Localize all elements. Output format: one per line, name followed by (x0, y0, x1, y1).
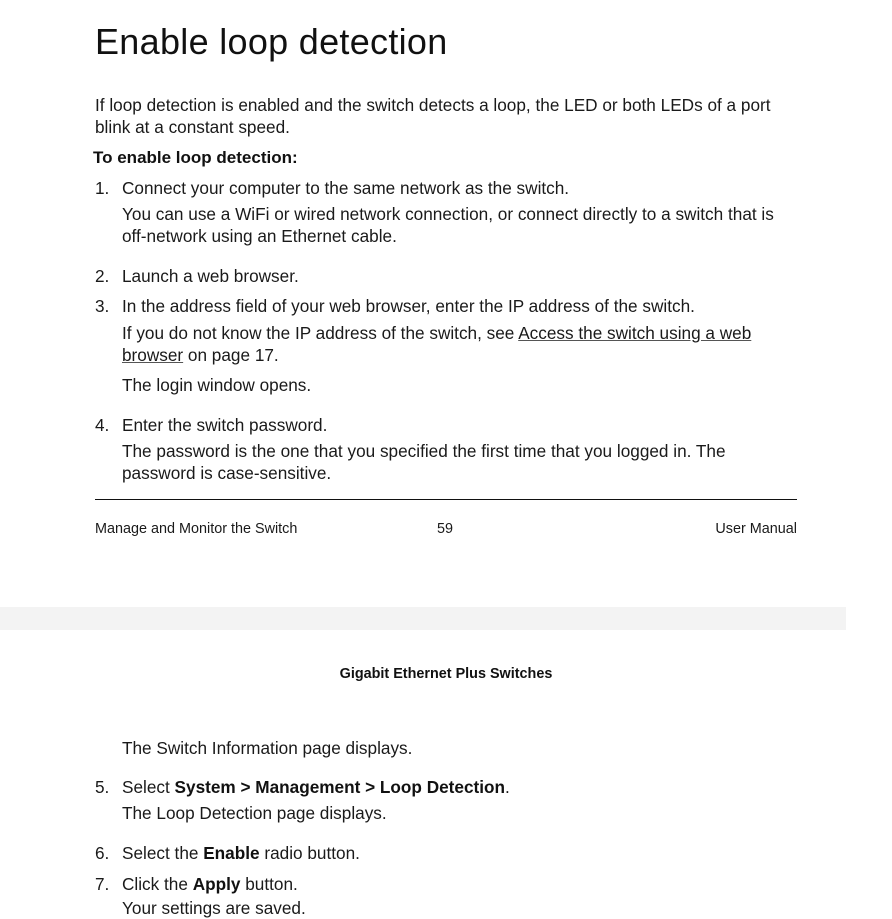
step-prefix: Select (122, 777, 175, 797)
document-page-60 (0, 630, 846, 918)
step-text (122, 873, 798, 895)
step-number: 1. (95, 178, 110, 198)
step-number: 4. (95, 415, 110, 435)
step-number: 6. (95, 843, 110, 863)
step-note: You can use a WiFi or wired network connection, or connect directly to a switch that is off-network using an Ethernet cable. (122, 204, 774, 246)
step-text: Enter the switch password. (122, 415, 328, 435)
step-number: 7. (95, 874, 110, 894)
step-result: The Loop Detection page displays. (122, 803, 387, 823)
step-text (122, 842, 798, 864)
menu-path: System > Management > Loop Detection (174, 777, 506, 797)
step-result: The login window opens. (122, 375, 312, 395)
continued-text: The Switch Information page displays. (122, 738, 413, 758)
note-prefix: If you do not know the IP address of the switch, see (122, 323, 519, 343)
step-number: 3. (95, 296, 110, 316)
step-suffix: radio button. (259, 843, 360, 863)
step-suffix: . (505, 777, 510, 797)
step-note: The password is the one that you specified the first time that you logged in. The password is case-sensitive. (122, 441, 726, 483)
step-number: 2. (95, 266, 110, 286)
section-title: Enable loop detection (95, 21, 448, 62)
step-suffix: button. (240, 874, 298, 894)
step-text: Launch a web browser. (122, 266, 299, 286)
running-header: Gigabit Ethernet Plus Switches (339, 666, 553, 682)
step-prefix: Click the (122, 874, 193, 894)
intro-paragraph: If loop detection is enabled and the switch detects a loop, the LED or both LEDs of a port blink at a constant speed. (95, 95, 771, 137)
step-text: Connect your computer to the same network as the switch. (122, 178, 570, 198)
ui-term-apply: Apply (192, 874, 241, 894)
step-note (122, 322, 798, 366)
note-suffix: on page 17. (183, 345, 279, 365)
page-separator (0, 607, 846, 630)
footer-page-number: 59 (437, 521, 454, 537)
step-number: 5. (95, 777, 110, 797)
ui-term-enable: Enable (203, 843, 260, 863)
procedure-heading: To enable loop detection: (93, 148, 298, 167)
footer-divider (95, 499, 797, 500)
step-text (122, 776, 798, 798)
step-prefix: Select the (122, 843, 204, 863)
step-text: In the address field of your web browser, enter the IP address of the switch. (122, 296, 695, 316)
step-result: Your settings are saved. (122, 898, 306, 918)
footer-doc-type: User Manual (715, 521, 797, 537)
footer-chapter: Manage and Monitor the Switch (95, 521, 298, 537)
access-switch-link[interactable]: Access the switch using a web browser (122, 323, 752, 365)
